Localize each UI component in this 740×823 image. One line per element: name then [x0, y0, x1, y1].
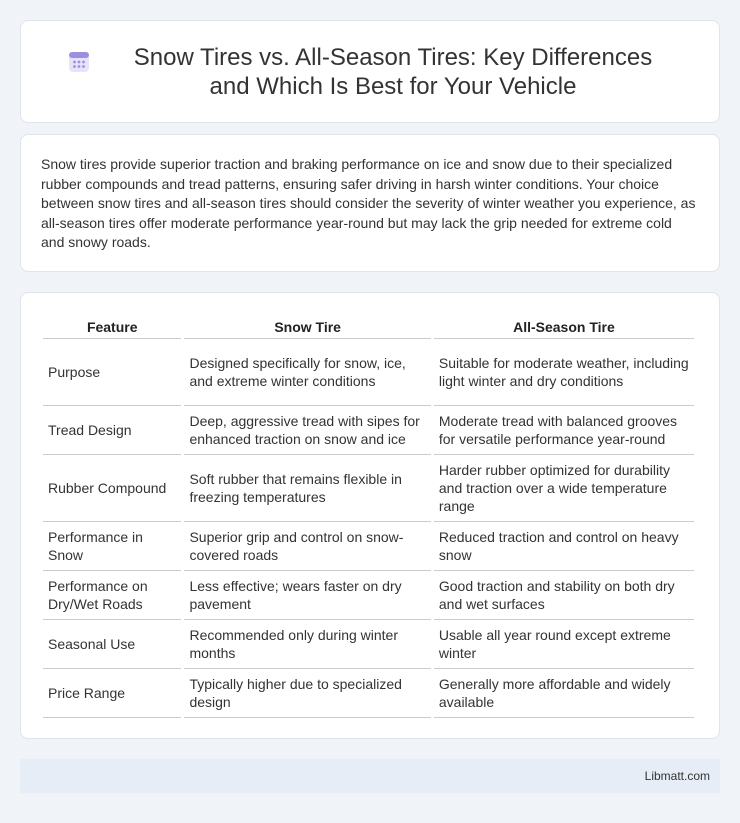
- feature-cell: Purpose: [43, 339, 181, 406]
- table-header-row: [43, 313, 694, 339]
- column-header-snow-tire: Snow Tire: [184, 313, 430, 339]
- footer-brand-link[interactable]: Libmatt.com: [644, 769, 710, 783]
- page-title: Snow Tires vs. All-Season Tires: Key Differences and Which Is Best for Your Vehicle: [133, 43, 653, 100]
- all-season-cell: Usable all year round except extreme winter: [434, 620, 694, 669]
- table-row: [43, 339, 694, 406]
- snow-tire-cell: Designed specifically for snow, ice, and extreme winter conditions: [184, 339, 430, 406]
- snow-tire-cell: Recommended only during winter months: [184, 620, 430, 669]
- snow-tire-cell: Less effective; wears faster on dry pavement: [184, 571, 430, 620]
- feature-cell: Tread Design: [43, 406, 181, 455]
- feature-cell: Performance on Dry/Wet Roads: [43, 571, 181, 620]
- snow-tire-cell: Deep, aggressive tread with sipes for enhanced traction on snow and ice: [184, 406, 430, 455]
- snow-tire-cell: Soft rubber that remains flexible in freezing temperatures: [184, 455, 430, 522]
- intro-card: [20, 134, 720, 272]
- table-row: [43, 406, 694, 455]
- all-season-cell: Harder rubber optimized for durability and traction over a wide temperature range: [434, 455, 694, 522]
- header-card: [20, 20, 720, 123]
- feature-cell: Seasonal Use: [43, 620, 181, 669]
- table-row: [43, 522, 694, 571]
- column-header-feature: Feature: [43, 313, 181, 339]
- all-season-cell: Generally more affordable and widely available: [434, 669, 694, 718]
- all-season-cell: Moderate tread with balanced grooves for versatile performance year-round: [434, 406, 694, 455]
- comparison-table-card: [20, 292, 720, 739]
- table-row: [43, 571, 694, 620]
- column-header-all-season-tire: All-Season Tire: [434, 313, 694, 339]
- feature-cell: Performance in Snow: [43, 522, 181, 571]
- feature-cell: Price Range: [43, 669, 181, 718]
- intro-text: Snow tires provide superior traction and braking performance on ice and snow due to their specialized rubber compounds and tread patterns, ensuring safer driving in harsh winter conditions. Your choice between snow tires and all-season tires should consider the severity of winter weather you experience, as all-season tires offer moderate performance year-round but may lack the grip needed for extreme cold and snowy roads.: [41, 156, 696, 250]
- snow-tire-cell: Superior grip and control on snow-covered roads: [184, 522, 430, 571]
- table-row: [43, 620, 694, 669]
- snow-tire-cell: Typically higher due to specialized design: [184, 669, 430, 718]
- footer: [20, 759, 720, 793]
- all-season-cell: Suitable for moderate weather, including light winter and dry conditions: [434, 339, 694, 406]
- comparison-table: [40, 313, 697, 718]
- feature-cell: Rubber Compound: [43, 455, 181, 522]
- all-season-cell: Good traction and stability on both dry and wet surfaces: [434, 571, 694, 620]
- table-row: [43, 669, 694, 718]
- table-icon: [67, 50, 91, 74]
- table-row: [43, 455, 694, 522]
- all-season-cell: Reduced traction and control on heavy snow: [434, 522, 694, 571]
